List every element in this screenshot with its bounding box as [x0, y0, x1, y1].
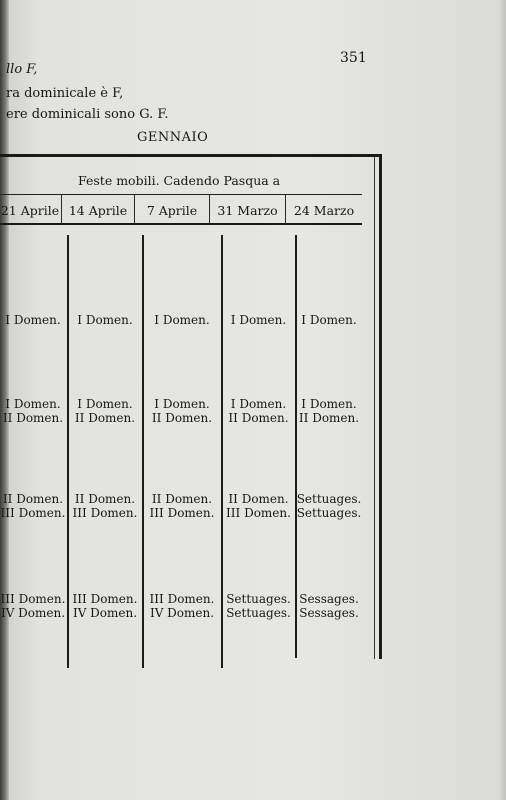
table-cell: I Domen. — [301, 313, 357, 327]
table-cell: III Domen. IV Domen. — [72, 592, 138, 620]
column-header: 31 Marzo — [217, 203, 278, 218]
table-cell: Sessages. Sessages. — [299, 592, 359, 620]
table-cell: II Domen. III Domen. — [149, 492, 215, 520]
table-cell: I Domen. II Domen. — [298, 397, 360, 425]
table-cell: I Domen. — [154, 313, 210, 327]
header-rule — [0, 223, 362, 225]
page-number: 351 — [340, 50, 367, 66]
table-cell: Settuages. Settuages. — [226, 592, 291, 620]
table-caption: Feste mobili. Cadendo Pasqua a — [78, 173, 281, 188]
table-cell: II Domen. III Domen. — [72, 492, 138, 520]
table-cell: III Domen. IV Domen. — [149, 592, 215, 620]
column-header: 24 Marzo — [293, 203, 355, 218]
page-edge — [500, 0, 506, 800]
table-cell: II Domen. III Domen. — [0, 492, 66, 520]
column-header: 14 Aprile — [68, 203, 128, 218]
table-cell: II Domen. III Domen. — [226, 492, 291, 520]
table-cell: I Domen. — [230, 313, 287, 327]
table-cell: III Domen. IV Domen. — [0, 592, 66, 620]
caption-rule — [0, 194, 362, 195]
header-line-3: ere dominicali sono G. F. — [6, 107, 169, 122]
table-inner-border — [374, 157, 375, 659]
column-header: 21 Aprile — [0, 203, 60, 218]
moveable-feasts-table — [0, 154, 382, 659]
table-cell: I Domen. — [77, 313, 133, 327]
header-line-2: ra dominicale è F, — [6, 86, 124, 101]
table-cell: I Domen. II Domen. — [2, 397, 64, 425]
month-heading: GENNAIO — [137, 130, 209, 145]
header-line-1: llo F, — [6, 62, 38, 77]
table-cell: I Domen. — [5, 313, 61, 327]
table-cell: I Domen. II Domen. — [74, 397, 136, 425]
table-cell: Settuages. Settuages. — [296, 492, 362, 520]
column-header: 7 Aprile — [146, 203, 198, 218]
table-cell: I Domen. II Domen. — [228, 397, 289, 425]
table-cell: I Domen. II Domen. — [151, 397, 213, 425]
